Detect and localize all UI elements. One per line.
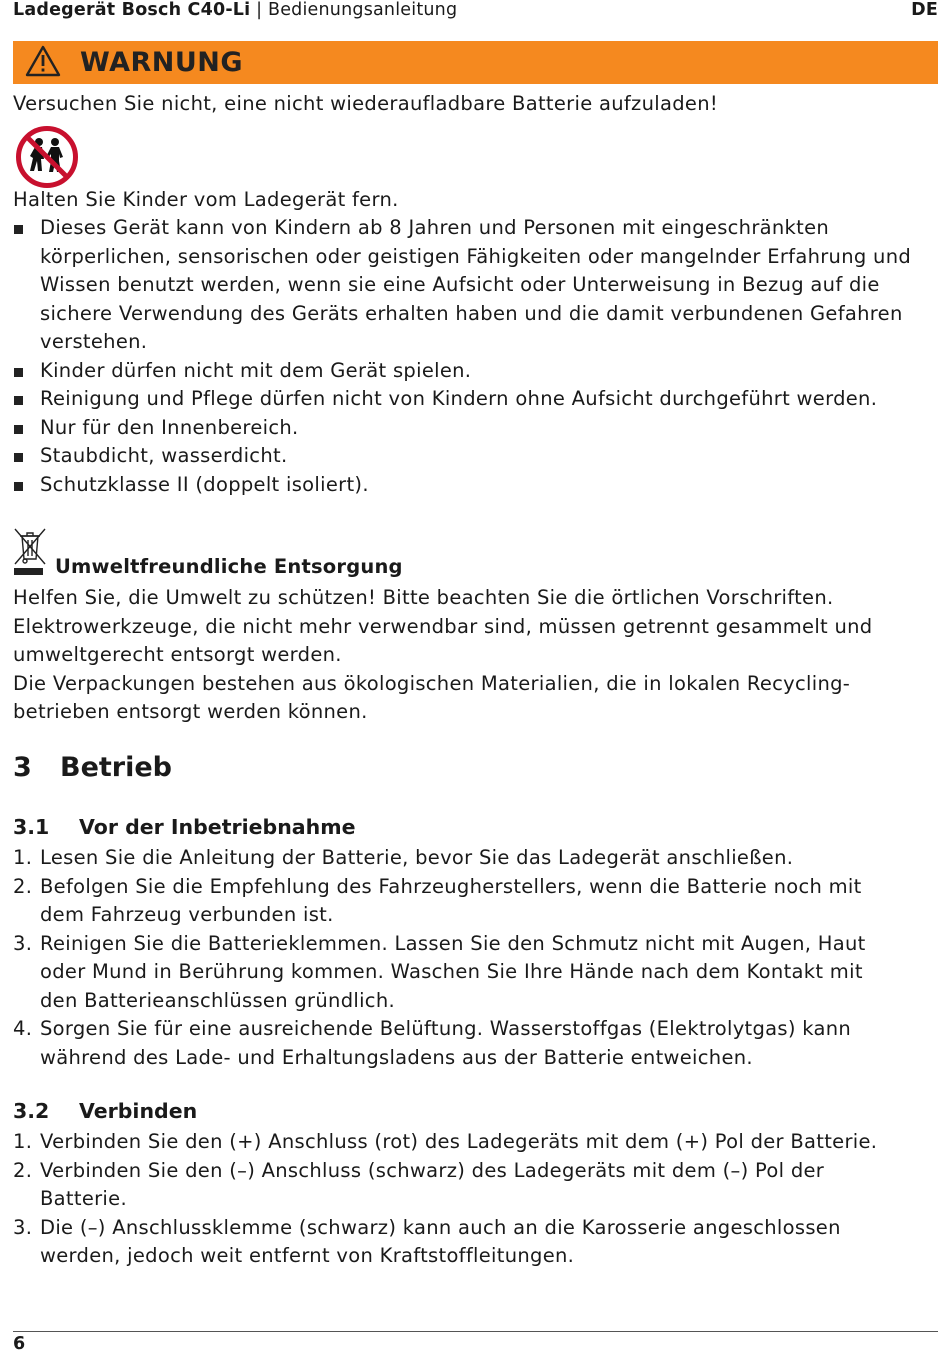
- list-item: 1. Lesen Sie die Anleitung der Batterie, bevor Sie das Ladegerät anschließen.: [13, 846, 794, 869]
- warning-text: Versuchen Sie nicht, eine nicht wiederaufladbare Batterie aufzuladen!: [13, 92, 718, 115]
- disposal-text: Helfen Sie, die Umwelt zu schützen! Bitte beachten Sie die örtlichen Vorschriften. Elektrowerkzeuge, die nicht mehr verwendbar sind, müssen getrennt gesammelt und umweltgerecht entsorgt werden. Die Verpackungen bestehen aus ökologischen Materialien, die in lokalen Recycling- betrieben entsorgt werden können.: [13, 586, 873, 723]
- section-heading-3-1: 3.1 Vor der Inbetriebnahme: [13, 815, 356, 839]
- section-heading-3: 3 Betrieb: [13, 752, 173, 783]
- warning-label: WARNUNG: [80, 47, 244, 78]
- list-item: Schutzklasse II (doppelt isoliert).: [13, 471, 911, 500]
- safety-bullet-list: [13, 214, 911, 499]
- list-item: 1. Verbinden Sie den (+) Anschluss (rot) des Ladegeräts mit dem (+) Pol der Batterie.: [13, 1130, 878, 1153]
- disposal-title: Umweltfreundliche Entsorgung: [55, 555, 403, 578]
- preparation-steps-list: [13, 844, 866, 1072]
- children-warning-text: Halten Sie Kinder vom Ladegerät fern.: [13, 188, 399, 211]
- footer-divider: [13, 1331, 938, 1332]
- warning-banner: [13, 41, 938, 84]
- list-item: 2. Verbinden Sie den (–) Anschluss (schwarz) des Ladegeräts mit dem (–) Pol der Batterie.: [13, 1158, 825, 1210]
- list-item: Kinder dürfen nicht mit dem Gerät spielen.: [13, 357, 911, 386]
- connection-steps-list: [13, 1128, 877, 1271]
- list-item: Dieses Gerät kann von Kindern ab 8 Jahren und Personen mit eingeschränkten körperlichen, sensorischen oder geistigen Fähigkeiten oder mangelnder Erfahrung und Wissen benutzt werden, wenn sie eine Aufsicht oder Unterweisung in Bezug auf die sichere Verwendung des Geräts erhalten haben und die damit verbundenen Gefahren verstehen.: [13, 214, 911, 357]
- list-item: 4. Sorgen Sie für eine ausreichende Belüftung. Wasserstoffgas (Elektrolytgas) kann während des Lade- und Erhaltungsladens aus der Batterie entweichen.: [13, 1017, 852, 1069]
- list-item: 3. Die (–) Anschlussklemme (schwarz) kann auch an die Karosserie angeschlossen werden, jedoch weit entfernt von Kraftstoffleitungen.: [13, 1215, 841, 1267]
- section-heading-3-2: 3.2 Verbinden: [13, 1099, 198, 1123]
- crossed-bin-icon: [13, 526, 47, 580]
- header-separator: |: [256, 0, 268, 20]
- header-title-bold: Ladegerät Bosch C40-Li: [13, 0, 251, 20]
- list-item: 3. Reinigen Sie die Batterieklemmen. Lassen Sie den Schmutz nicht mit Augen, Haut oder Mund in Berührung kommen. Waschen Sie Ihre Hände nach dem Kontakt mit den Batterieanschlüssen gründlich.: [13, 931, 866, 1012]
- header-title-rest: Bedienungsanleitung: [268, 0, 458, 20]
- page-header: [13, 0, 938, 22]
- list-item: Reinigung und Pflege dürfen nicht von Kindern ohne Aufsicht durchgeführt werden.: [13, 385, 911, 414]
- header-language: DE: [911, 0, 938, 20]
- page-number: 6: [13, 1334, 26, 1354]
- no-children-icon: [15, 125, 79, 189]
- list-item: Staubdicht, wasserdicht.: [13, 442, 911, 471]
- list-item: Nur für den Innenbereich.: [13, 414, 911, 443]
- list-item: 2. Befolgen Sie die Empfehlung des Fahrzeugherstellers, wenn die Batterie noch mit dem Fahrzeug verbunden ist.: [13, 874, 862, 926]
- warning-triangle-icon: [25, 45, 61, 77]
